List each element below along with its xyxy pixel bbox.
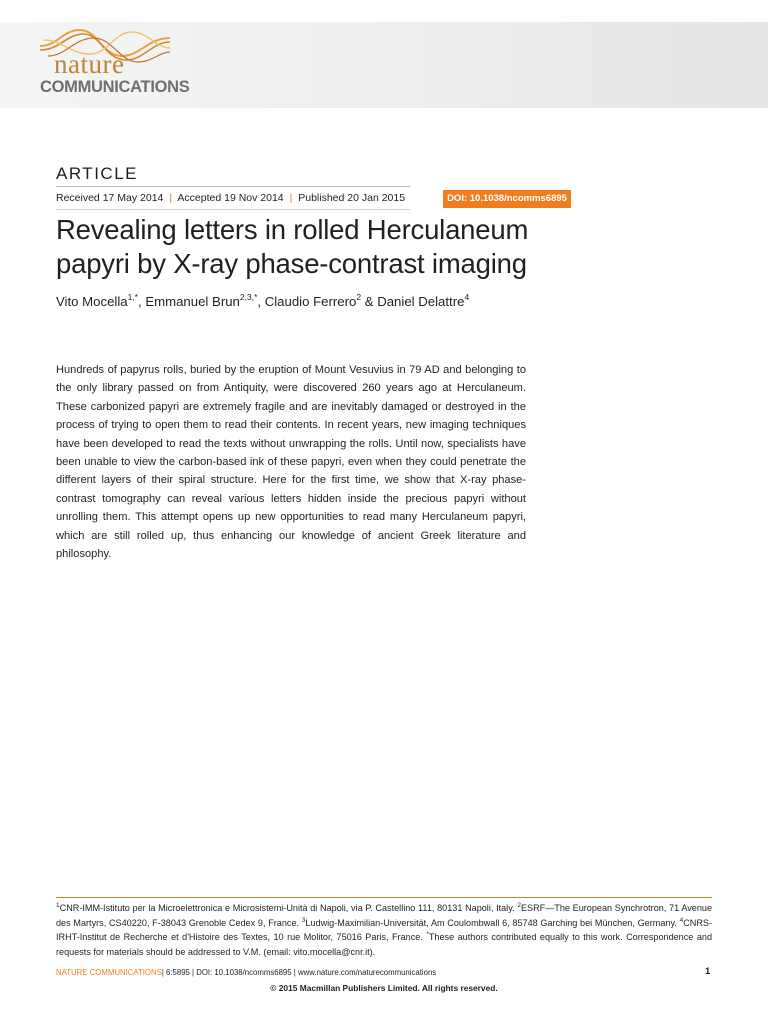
logo-nature: nature bbox=[54, 49, 125, 79]
author-separator: , bbox=[138, 294, 146, 309]
title-line: Revealing letters in rolled Herculaneum bbox=[56, 214, 529, 245]
footnote-marker: 1 bbox=[56, 902, 60, 909]
author-affiliation: 2 bbox=[356, 292, 362, 302]
footnote-marker: 3 bbox=[301, 916, 306, 924]
footnote-divider bbox=[56, 897, 712, 898]
affiliation-text: ESRF—The European Synchrotron, 71 Avenue des Martyrs, CS40220, F-38043 Grenoble Cedex 9, France. bbox=[56, 903, 713, 928]
author-affiliation: 4 bbox=[464, 292, 470, 302]
received-date: Received 17 May 2014 bbox=[56, 192, 164, 204]
affiliation-text: CNRS-IRHT-Institut de Recherche et d'Histoire des Textes, 10 rue Molitor, 75016 Paris, France. bbox=[56, 917, 712, 942]
doi-badge[interactable]: DOI: 10.1038/ncomms6895 bbox=[443, 190, 571, 208]
page-number: 1 bbox=[705, 966, 711, 977]
page-footer bbox=[56, 967, 436, 979]
journal-header bbox=[0, 22, 768, 108]
article-type-label: ARTICLE bbox=[56, 164, 138, 183]
abstract: Hundreds of papyrus rolls, buried by the eruption of Mount Vesuvius in 79 AD and belonging to the only library passed on from Antiquity, were discovered 260 years ago at Herculaneum. These carbonized papyri are extremely fragile and are inevitably damaged or destroyed in the process of trying to open them to read their contents. In recent years, new imaging techniques have been developed to read the texts without unwrapping the rolls. Until now, specialists have been unable to view the carbon-based ink of these papyri, even when they could penetrate the different layers of their spiral structure. Here for the first time, we show that X-ray phase-contrast tomography can reveal various letters hidden inside the precious papyri without unrolling them. This attempt opens up new opportunities to read many Herculaneum papyri, which are still rolled up, thus enhancing our knowledge of ancient Greek literature and philosophy. bbox=[56, 364, 526, 561]
footnote-marker: 2 bbox=[517, 902, 521, 909]
footnote-marker: * bbox=[426, 931, 429, 938]
author-affiliation: 2,3,* bbox=[239, 292, 258, 302]
article-dates bbox=[56, 191, 405, 205]
date-separator: | bbox=[169, 192, 173, 204]
author-name[interactable]: Emmanuel Brun bbox=[145, 294, 240, 309]
author-separator: & bbox=[361, 294, 378, 309]
accepted-date: Accepted 19 Nov 2014 bbox=[177, 192, 284, 204]
equal-contribution-note: These authors contributed equally to this work. Correspondence and requests for materials should be addressed to V.M. (email: vito.mocella@cnr.it). bbox=[56, 932, 712, 957]
author-affiliation: 1,* bbox=[127, 292, 138, 302]
affiliation-text: CNR-IMM-Istituto per la Microelettronica e Microsistemi-Unità di Napoli, via P. Castellino 111, 80131 Napoli, Italy. bbox=[59, 903, 515, 913]
top-margin bbox=[0, 0, 768, 22]
footer-journal-name: NATURE COMMUNICATIONS bbox=[56, 968, 162, 977]
divider bbox=[56, 186, 410, 187]
title-line: papyri by X-ray phase-contrast imaging bbox=[56, 248, 527, 279]
author-list bbox=[56, 293, 469, 311]
date-separator: | bbox=[289, 192, 293, 204]
author-name[interactable]: Claudio Ferrero bbox=[264, 294, 357, 309]
footnote-marker: 4 bbox=[679, 916, 684, 924]
author-separator: , bbox=[257, 294, 265, 309]
affiliation-text: Ludwig-Maximilian-Universität, Am Coulombwall 6, 85748 Garching bei München, Germany. bbox=[305, 917, 677, 928]
divider bbox=[56, 209, 410, 210]
footer-citation: | 6:5895 | DOI: 10.1038/ncomms6895 | www.nature.com/naturecommunications bbox=[161, 968, 437, 977]
copyright-notice: © 2015 Macmillan Publishers Limited. All rights reserved. bbox=[270, 983, 498, 993]
published-date: Published 20 Jan 2015 bbox=[298, 192, 406, 204]
author-name[interactable]: Daniel Delattre bbox=[377, 294, 465, 309]
author-name[interactable]: Vito Mocella bbox=[56, 294, 128, 309]
article-title bbox=[56, 213, 656, 281]
affiliations-footnote bbox=[56, 901, 712, 959]
logo-communications: COMMUNICATIONS bbox=[40, 78, 190, 96]
